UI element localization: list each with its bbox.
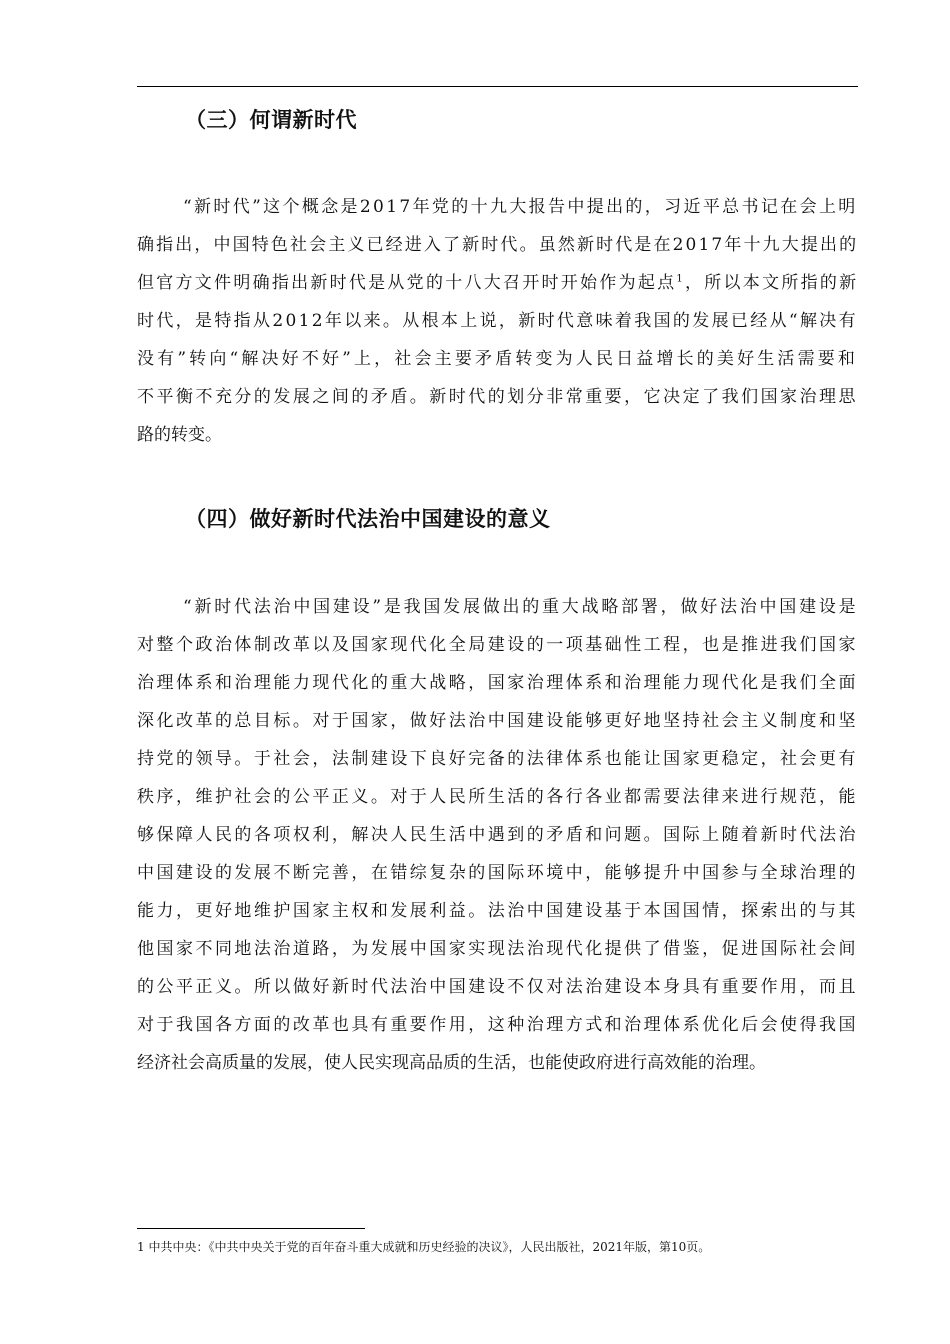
paragraph-line: 对整个政治体制改革以及国家现代化全局建设的一项基础性工程，也是推进我们国家 <box>137 635 858 655</box>
section-heading-3: （三）何谓新时代 <box>185 108 357 132</box>
footnote-separator <box>137 1228 365 1229</box>
section-heading-4: （四）做好新时代法治中国建设的意义 <box>185 507 551 531</box>
paragraph-line: 的公平正义。所以做好新时代法治中国建设不仅对法治建设本身具有重要作用，而且 <box>137 977 858 997</box>
paragraph-line: 深化改革的总目标。对于国家，做好法治中国建设能够更好地坚持社会主义制度和坚 <box>137 711 858 731</box>
paragraph-line: 确指出，中国特色社会主义已经进入了新时代。虽然新时代是在2017年十九大提出的 <box>137 235 859 255</box>
paragraph-line: 够保障人民的各项权利，解决人民生活中遇到的矛盾和问题。国际上随着新时代法治 <box>137 825 858 845</box>
paragraph-line: 路的转变。 <box>137 425 222 445</box>
paragraph-line: 能力，更好地维护国家主权和发展利益。法治中国建设基于本国国情，探索出的与其 <box>137 901 858 921</box>
paragraph-text: 但官方文件明确指出新时代是从党的十八大召开时开始作为起点 <box>137 273 677 293</box>
paragraph-line: 他国家不同地法治道路，为发展中国家实现法治现代化提供了借鉴，促进国际社会间 <box>137 939 858 959</box>
paragraph-line: 不平衡不充分的发展之间的矛盾。新时代的划分非常重要，它决定了我们国家治理思 <box>137 387 858 407</box>
paragraph-line <box>137 268 858 293</box>
footnote-reference[interactable]: 1 <box>676 273 686 285</box>
paragraph-line: “新时代法治中国建设”是我国发展做出的重大战略部署，做好法治中国建设是 <box>183 597 859 617</box>
paragraph-line: “新时代”这个概念是2017年党的十九大报告中提出的，习近平总书记在会上明 <box>183 197 858 217</box>
paragraph-line: 中国建设的发展不断完善，在错综复杂的国际环境中，能够提升中国参与全球治理的 <box>137 863 858 883</box>
paragraph-line: 对于我国各方面的改革也具有重要作用，这种治理方式和治理体系优化后会使得我国 <box>137 1015 858 1035</box>
paragraph-text: ，所以本文所指的新 <box>685 273 859 293</box>
header-rule <box>137 86 858 87</box>
paragraph-line: 持党的领导。于社会，法制建设下良好完备的法律体系也能让国家更稳定，社会更有 <box>137 749 858 769</box>
footnote-text: 1 中共中央：《中共中央关于党的百年奋斗重大成就和历史经验的决议》，人民出版社，2021年版，第10页。 <box>137 1240 711 1254</box>
paragraph-line: 治理体系和治理能力现代化的重大战略，国家治理体系和治理能力现代化是我们全面 <box>137 673 858 693</box>
paragraph-line: 经济社会高质量的发展，使人民实现高品质的生活，也能使政府进行高效能的治理。 <box>137 1053 766 1073</box>
paragraph-line: 没有”转向“解决好不好”上，社会主要矛盾转变为人民日益增长的美好生活需要和 <box>137 349 859 369</box>
paragraph-line: 时代，是特指从2012年以来。从根本上说，新时代意味着我国的发展已经从“解决有 <box>137 311 858 331</box>
paragraph-line: 秩序，维护社会的公平正义。对于人民所生活的各行各业都需要法律来进行规范，能 <box>137 787 858 807</box>
